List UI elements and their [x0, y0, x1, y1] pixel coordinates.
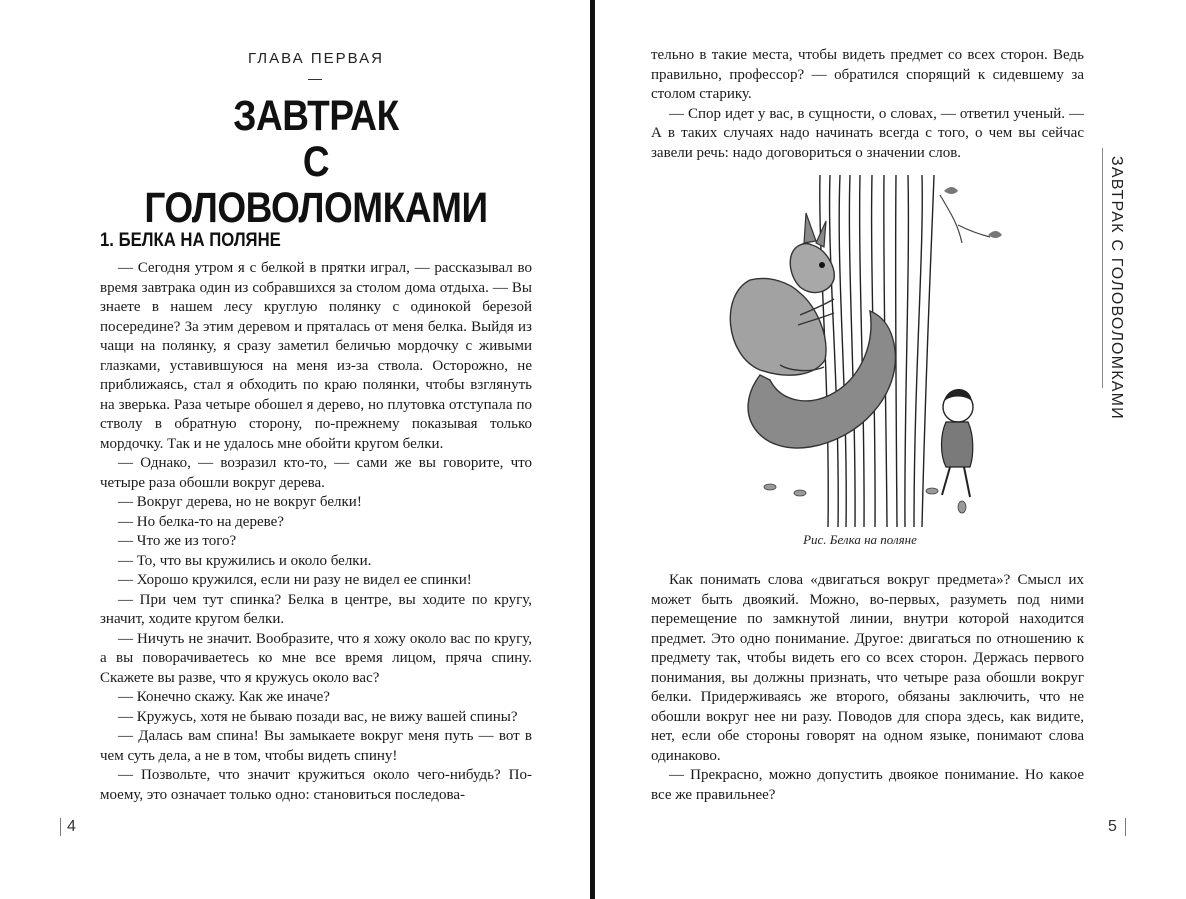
paragraph: — Что же из того? — [118, 533, 237, 549]
running-head-text: ЗАВТРАК С ГОЛОВОЛОМКАМИ — [1108, 156, 1125, 420]
ground-marks — [764, 484, 966, 513]
boy-figure — [942, 389, 974, 497]
paragraph: — Вокруг дерева, но не вокруг белки! — [118, 494, 362, 510]
paragraph: — Ничуть не значит. Вообразите, что я хожу около вас по кругу, а вы поворачиваетесь ко мне все время лицом, пряча спину. Скажете вы разве, что я кружусь около вас? — [100, 630, 532, 686]
section-title: 1. БЕЛКА НА ПОЛЯНЕ — [100, 230, 281, 251]
running-head — [1102, 148, 1131, 420]
left-body-text — [100, 259, 532, 805]
left-page — [0, 0, 590, 899]
boy-legs — [942, 467, 970, 497]
paragraph: — При чем тут спинка? Белка в центре, вы ходите по кругу, значит, ходите кругом белки. — [100, 591, 532, 627]
chapter-title-line-2: С ГОЛОВОЛОМКАМИ — [144, 138, 488, 232]
leaf — [988, 231, 1002, 238]
paragraph: — Однако, — возразил кто-то, — сами же вы говорите, что четыре раза обошли вокруг дерева. — [100, 455, 532, 491]
page-number-right: 5 — [1108, 818, 1126, 836]
squirrel-ear — [804, 213, 816, 243]
paragraph: Как понимать слова «двигаться вокруг предмета»? Смысл их может быть двоякий. Можно, во-первых, разуметь под ними перемещение по замкнутой линии, внутри которой находится предмет. Это одно понимание. Другое: двигаться по отношению к предмету так, чтобы видеть его со всех сторон. Держась первого понимания, вы должны признать, что четыре раза обошли вокруг белки. Придерживаясь же второго, обязаны заключить, что не обошли вокруг нее ни разу. Поводов для спора здесь, как видите, нет, если обе стороны говорят на одном языке, понимают слова одинаково. — [651, 572, 1084, 764]
right-top-text — [651, 46, 1084, 163]
right-bottom-text — [651, 571, 1084, 805]
page-number-left: 4 — [60, 818, 76, 836]
title-dash — [308, 79, 322, 80]
paragraph: — Прекрасно, можно допустить двоякое понимание. Но какое все же правильнее? — [651, 767, 1084, 803]
paragraph: — Спор идет у вас, в сущности, о словах, — ответил ученый. — А в таких случаях надо начинать всегда с того, о чем вы сейчас завели речь: надо договориться о значении слов. — [651, 105, 1084, 161]
boy-body — [942, 422, 973, 467]
squirrel-figure — [730, 213, 895, 448]
paragraph: — Позвольте, что значит кружиться около чего-нибудь? По-моему, это означает только одно: становиться последова- — [100, 767, 532, 803]
paragraph: — Сегодня утром я с белкой в прятки играл, — рассказывал во время завтрака один из собравшихся за столом дома отдыха. — Вы знаете в нашем лесу круглую полянку с одинокой березой посередине? За этим деревом и пряталась от меня белка. Выйдя из чащи на полянку, я сразу заметил беличью мордочку с живыми глазками, уставившуюся на меня из-за ствола. Осторожно, не приближаясь, стал я обходить по краю полянки, чтобы взглянуть на зверька. Раза четыре обошел я дерево, но плутовка отступала по стволу в обратную сторону, по-прежнему показывая только мордочку. Так и не удалось мне обойти кругом белки. — [100, 260, 532, 452]
paragraph: — Далась вам спина! Вы замыкаете вокруг меня путь — вот в чем суть дела, а не в том, чтобы видеть спину! — [100, 728, 532, 764]
chapter-label: ГЛАВА ПЕРВАЯ — [248, 50, 384, 67]
squirrel-head — [790, 244, 834, 293]
paragraph: — То, что вы кружились и около белки. — [118, 552, 372, 569]
chapter-title-line-1: ЗАВТРАК — [233, 92, 399, 140]
leaf — [944, 187, 958, 194]
paragraph: — Но белка-то на дереве? — [118, 513, 284, 530]
paragraph: — Кружусь, хотя не бываю позади вас, не вижу вашей спины? — [118, 708, 518, 725]
figure-caption: Рис. Белка на поляне — [803, 532, 917, 547]
paragraph: — Конечно скажу. Как же иначе? — [118, 689, 330, 705]
paragraph: — Хорошо кружился, если ни разу не видел ее спинки! — [118, 572, 472, 588]
squirrel-illustration — [700, 175, 1020, 527]
paragraph: тельно в такие места, чтобы видеть предмет со всех сторон. Ведь правильно, профессор? — обратился спорящий к сидевшему за столом старику. — [651, 47, 1084, 102]
branch — [940, 195, 990, 243]
chapter-title — [130, 93, 502, 231]
